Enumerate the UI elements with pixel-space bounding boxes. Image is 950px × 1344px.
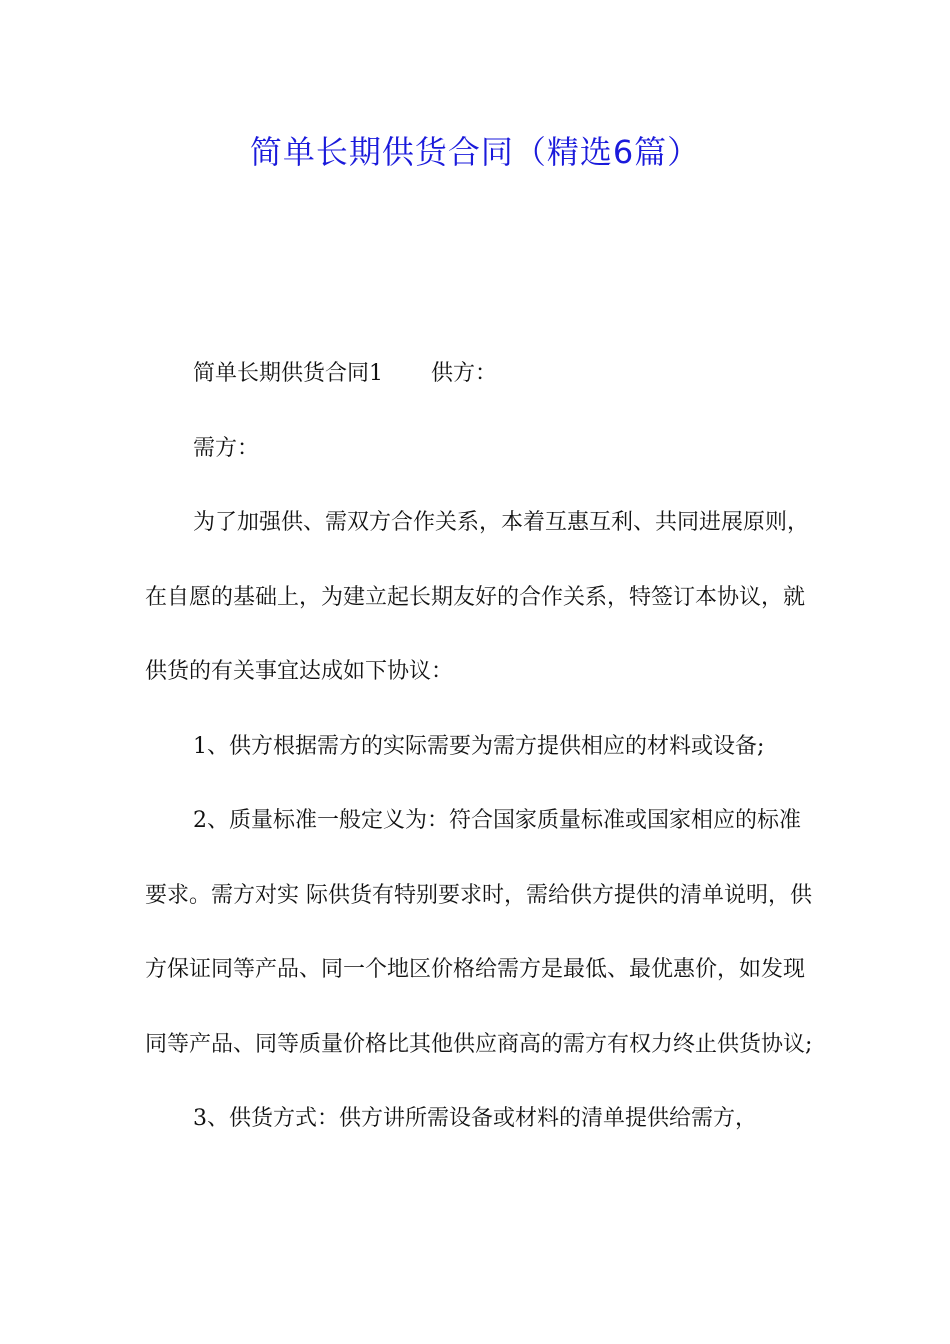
paragraph-intro: 为了加强供、需双方合作关系，本着互惠互利、共同进展原则，在自愿的基础上，为建立起长期友好的合作关系，特签订本协议，就供货的有关事宜达成如下协议： bbox=[145, 510, 810, 684]
document-body bbox=[145, 337, 815, 1157]
section-heading-line bbox=[145, 337, 815, 412]
paragraph-clause-1: 1、供方根据需方的实际需要为需方提供相应的材料或设备; bbox=[193, 733, 765, 759]
demander-label: 需方： bbox=[193, 435, 260, 461]
paragraph-clause-2: 2、质量标准一般定义为：符合国家质量标准或国家相应的标准要求。需方对实 际供货有特别要求时，需给供方提供的清单说明，供方保证同等产品、同一个地区价格给需方是最低、最优惠价，如发现同等产品、同等质量价格比其他供应商高的需方有权力终止供货协议; bbox=[145, 808, 813, 1057]
section-title: 简单长期供货合同1 bbox=[193, 361, 383, 386]
document-title: 简单长期供货合同（精选6篇） bbox=[249, 133, 701, 171]
paragraph-clause-3: 3、供货方式：供方讲所需设备或材料的清单提供给需方， bbox=[193, 1106, 757, 1131]
supplier-label: 供方： bbox=[431, 361, 498, 386]
